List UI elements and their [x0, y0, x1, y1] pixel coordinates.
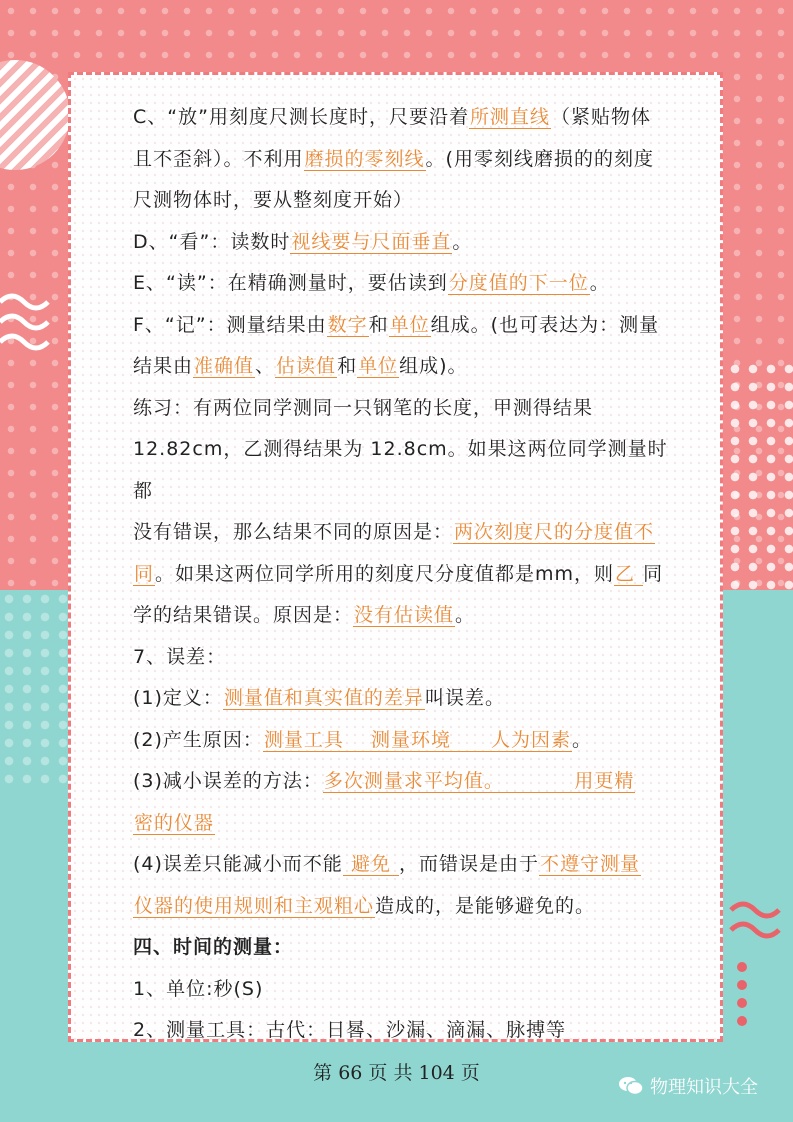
- answer-blank: 不遵守测量: [540, 853, 641, 875]
- answer-blank: 分度值的下一位: [448, 272, 589, 294]
- text-line: E、“读”：在精确测量时，要估读到分度值的下一位。: [133, 272, 610, 294]
- section-heading: 四、时间的测量：: [133, 936, 294, 958]
- text-line: D、“看”：读数时视线要与尺面垂直。: [133, 230, 473, 253]
- text-line: (3)减小误差的方法：多次测量求平均值。 用更精: [133, 770, 635, 792]
- wechat-icon: [618, 1076, 644, 1096]
- answer-blank: 准确值: [194, 355, 255, 377]
- text-line: [133, 803, 678, 845]
- text-line: 结果由准确值、估读值和单位组成)。: [133, 355, 468, 377]
- answer-blank: 避免: [343, 853, 399, 875]
- answer-blank: 单位: [389, 313, 430, 336]
- answer-blank: 没有估读值: [354, 604, 455, 626]
- answer-blank: 多次测量求平均值。 用更精: [323, 770, 635, 792]
- text-line: 同。如果这两位同学所用的刻度尺分度值都是mm，则乙 同: [134, 562, 664, 585]
- text-line: 12.82cm，乙测得结果为 12.8cm。如果这两位同学测量时都: [133, 438, 668, 502]
- text-line: C、“放”用刻度尺测长度时，尺要沿着所测直线（紧贴物体: [133, 106, 651, 128]
- text-line: 且不歪斜）。不利用磨损的零刻线。(用零刻线磨损的的刻度: [133, 147, 654, 170]
- answer-blank: 磨损的零刻线: [304, 147, 425, 170]
- watermark-text: 物理知识大全: [650, 1077, 758, 1098]
- watermark: [618, 1073, 758, 1099]
- answer-blank: 乙: [615, 562, 643, 585]
- answer-blank: 同: [134, 562, 155, 585]
- answer-blank: 密的仪器: [134, 811, 215, 834]
- answer-blank: 单位: [358, 355, 399, 377]
- text-line: 7、误差：: [133, 645, 227, 668]
- answer-blank: 两次刻度尺的分度值不: [454, 521, 655, 543]
- text-line: 练习：有两位同学测同一只钢笔的长度，甲测得结果: [133, 396, 594, 419]
- text-line: F、“记”：测量结果由数字和单位组成。(也可表达为：测量: [133, 313, 660, 336]
- answer-blank: 所测直线: [469, 106, 550, 128]
- dot-chain-decoration: [735, 960, 749, 1040]
- page-number: 第 66 页 共 104 页: [313, 1062, 480, 1084]
- text-line: 仪器的使用规则和主观粗心造成的，是能够避免的。: [134, 894, 596, 917]
- text-line: 学的结果错误。原因是：没有估读值。: [133, 604, 476, 626]
- text-line: (2)产生原因：测量工具 测量环境 人为因素。: [133, 728, 592, 751]
- text-line: 没有错误，那么结果不同的原因是：两次刻度尺的分度值不: [133, 521, 655, 543]
- text-line: 1、单位:秒(S): [133, 977, 264, 1000]
- answer-blank: 视线要与尺面垂直: [291, 230, 452, 253]
- text-line: (1)定义：测量值和真实值的差异叫误差。: [133, 687, 505, 709]
- document-body: [133, 97, 678, 1052]
- answer-blank: 测量工具 测量环境 人为因素: [263, 728, 571, 751]
- wave-decoration: [725, 898, 785, 953]
- answer-blank: 估读值: [276, 355, 337, 377]
- text-line: 2、测量工具：古代：日晷、沙漏、滴漏、脉搏等: [133, 1019, 567, 1041]
- answer-blank: 测量值和真实值的差异: [223, 687, 424, 709]
- text-line: 尺测物体时，要从整刻度开始）: [133, 189, 414, 211]
- wave-decoration: [0, 290, 60, 360]
- answer-blank: 仪器的使用规则和主观粗心: [134, 894, 375, 917]
- document-paper: [68, 72, 723, 1042]
- text-line: (4)误差只能减小而不能 避免 ，而错误是由于不遵守测量: [133, 853, 641, 875]
- answer-blank: 数字: [327, 313, 368, 336]
